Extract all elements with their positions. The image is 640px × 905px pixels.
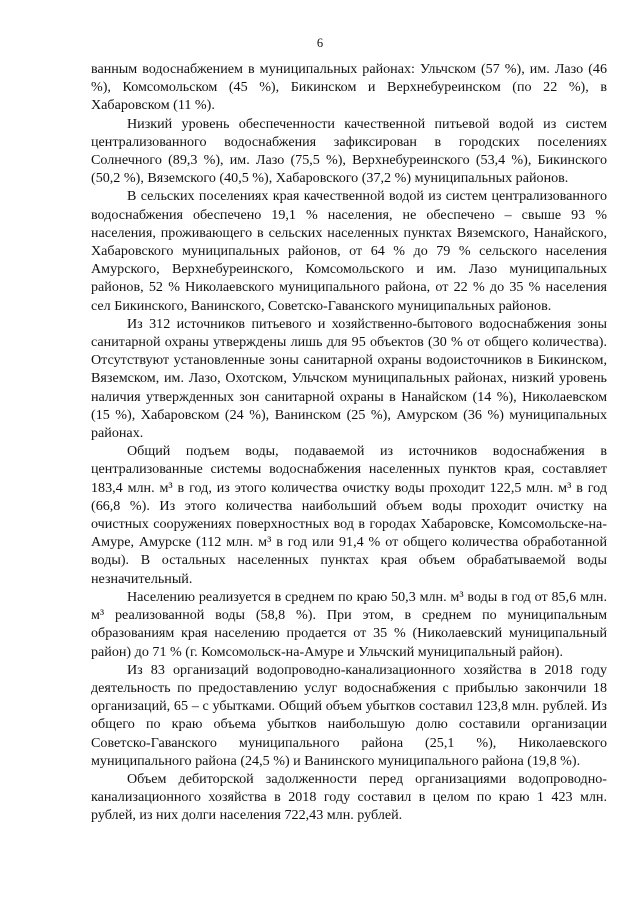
paragraph-7: Из 83 организаций водопроводно-канализационного хозяйства в 2018 году деятельность по предоставлению услуг водоснабжения с прибылью закончили 18 организаций, 65 – с убытками. Общий объем убытков составил 123,8 млн. рублей. Из общего по краю объема убытков наибольшую долю составили организации Советско-Гаванского муниципального района (25,1 %), Николаевского муниципального района (24,5 %) и Ванинского муниципального района (19,8 %). (91, 661, 607, 769)
paragraph-5: Общий подъем воды, подаваемой из источников водоснабжения в централизованные системы водоснабжения населенных пунктов края, составляет 183,4 млн. м³ в год, из этого количества очистку воды проходит 122,5 млн. м³ в год (66,8 %). Из этого количества наибольший объем воды проходит очистку на очистных сооружениях поверхностных вод в городах Хабаровске, Комсомольске-на-Амуре, Амурске (112 млн. м³ в год или 91,4 % от общего количества обработанной воды). В остальных населенных пунктах края объем обрабатываемой воды незначительный. (91, 443, 607, 587)
paragraph-1: ванным водоснабжением в муниципальных районах: Ульчском (57 %), им. Лазо (46 %), Комсомольском (45 %), Бикинском и Верхнебуреинском (по 22 %), в Хабаровском (11 %). (91, 61, 607, 114)
paragraph-4: Из 312 источников питьевого и хозяйственно-бытового водоснабжения зоны санитарной охраны утверждены лишь для 95 объектов (30 % от общего количества). Отсутствуют установленные зоны санитарной охраны водоисточников в Бикинском, Вяземском, им. Лазо, Охотском, Ульчском муниципальных районах, низкий уровень наличия утвержденных зон санитарной охраны в Нанайском (14 %), Николаевском (15 %), Хабаровском (24 %), Ванинском (25 %), Амурском (36 %) муниципальных районах. (91, 315, 607, 442)
document-body (91, 60, 607, 825)
paragraph-3: В сельских поселениях края качественной водой из систем централизованного водоснабжения обеспечено 19,1 % населения, не обеспечено – свыше 93 % населения, проживающего в сельских населенных пунктах Вяземского, Нанайского, Хабаровского муниципальных районов, от 64 % до 79 % сельского населения Амурского, Верхнебуреинского, Комсомольского и им. Лазо муниципальных районов, 52 % Николаевского муниципального района, от 22 % до 35 % населения сел Бикинского, Ванинского, Советско-Гаванского муниципальных районов. (91, 188, 607, 314)
paragraph-8: Объем дебиторской задолженности перед организациями водопроводно-канализационного хозяйства в 2018 году составил в целом по краю 1 423 млн. рублей, из них долги населения 722,43 млн. рублей. (91, 770, 607, 824)
paragraph-2: Низкий уровень обеспеченности качественной питьевой водой из систем централизованного водоснабжения зафиксирован в городских поселениях Солнечного (89,3 %), им. Лазо (75,5 %), Верхнебуреинского (53,4 %), Бикинского (50,2 %), Вяземского (40,5 %), Хабаровского (37,2 %) муниципальных районов. (91, 115, 607, 187)
paragraph-6: Населению реализуется в среднем по краю 50,3 млн. м³ воды в год от 85,6 млн. м³ реализованной воды (58,8 %). При этом, в среднем по муниципальным образованиям края населению продается от 35 % (Николаевский муниципальный район) до 71 % (г. Комсомольск-на-Амуре и Ульчский муниципальный район). (91, 588, 607, 660)
page-number: 6 (316, 36, 324, 50)
